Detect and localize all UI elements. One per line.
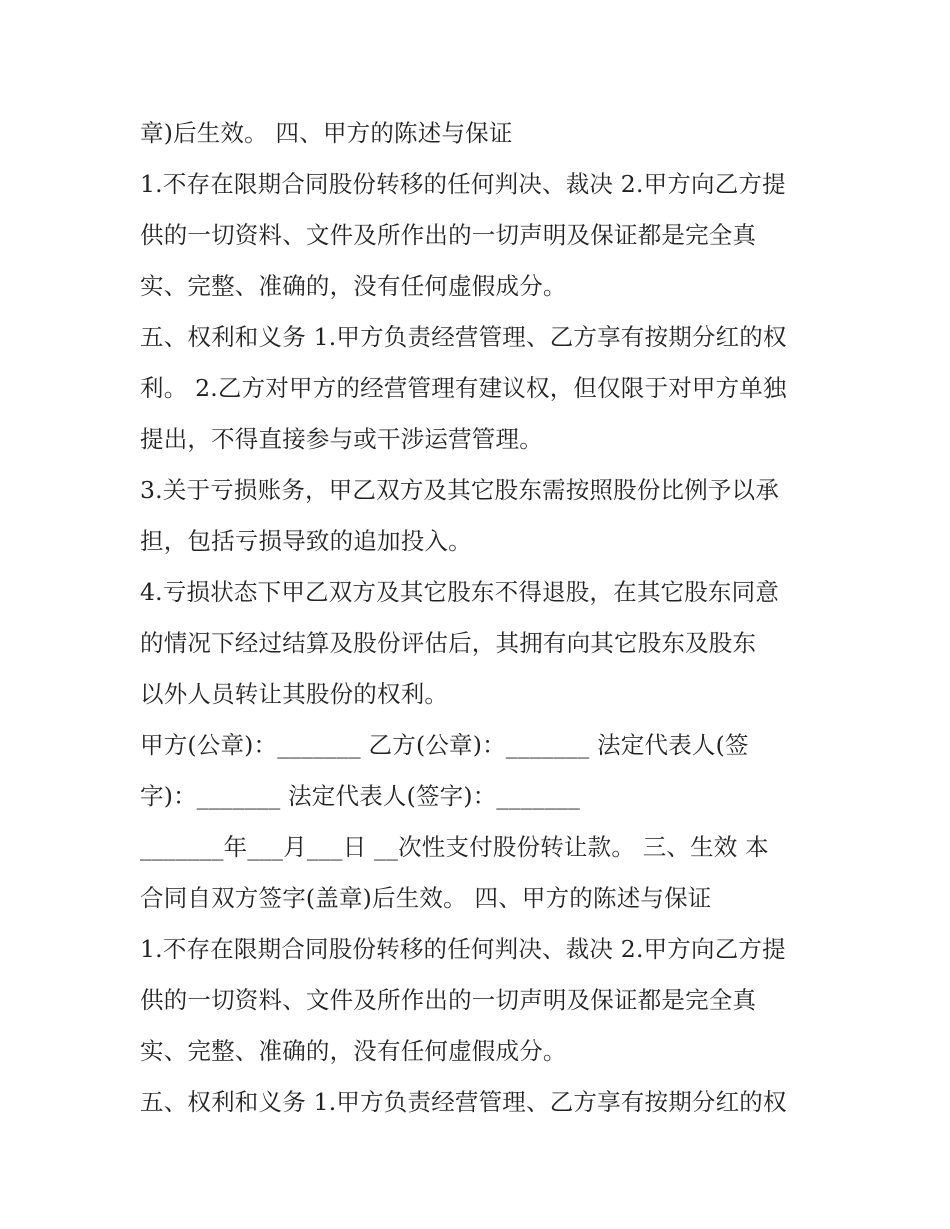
text-line: 实、完整、准确的，没有任何虚假成分。 <box>140 272 567 300</box>
text-line: 利。 2.乙方对甲方的经营管理有建议权，但仅限于对甲方单独 <box>140 374 787 402</box>
text-line: 3.关于亏损账务，甲乙双方及其它股东需按照股份比例予以承 <box>140 476 780 504</box>
text-line: 担，包括亏损导致的追加投入。 <box>140 527 472 555</box>
text-line: 五、权利和义务 1.甲方负责经营管理、乙方享有按期分红的权 <box>140 323 787 351</box>
document-body <box>140 108 830 1128</box>
text-line: 实、完整、准确的，没有任何虚假成分。 <box>140 1037 567 1065</box>
text-line: 甲方(公章)：_______ 乙方(公章)：_______ 法定代表人(签 <box>140 731 749 759</box>
text-line: _______年___月___日 __次性支付股份转让款。 三、生效 本 <box>140 833 769 861</box>
text-line: 的情况下经过结算及股份评估后，其拥有向其它股东及股东 <box>140 629 757 657</box>
text-line: 以外人员转让其股份的权利。 <box>140 680 449 708</box>
text-line: 章)后生效。 四、甲方的陈述与保证 <box>140 119 513 147</box>
text-line: 1.不存在限期合同股份转移的任何判决、裁决 2.甲方向乙方提 <box>140 935 786 963</box>
text-line: 1.不存在限期合同股份转移的任何判决、裁决 2.甲方向乙方提 <box>140 170 786 198</box>
text-line: 字)：_______ 法定代表人(签字)：_______ <box>140 782 581 810</box>
text-line: 供的一切资料、文件及所作出的一切声明及保证都是完全真 <box>140 221 757 249</box>
text-line: 4.亏损状态下甲乙双方及其它股东不得退股，在其它股东同意 <box>140 578 780 606</box>
text-line: 提出，不得直接参与或干涉运营管理。 <box>140 425 543 453</box>
text-line: 五、权利和义务 1.甲方负责经营管理、乙方享有按期分红的权 <box>140 1088 787 1116</box>
text-line: 供的一切资料、文件及所作出的一切声明及保证都是完全真 <box>140 986 757 1014</box>
text-line: 合同自双方签字(盖章)后生效。 四、甲方的陈述与保证 <box>140 884 712 912</box>
